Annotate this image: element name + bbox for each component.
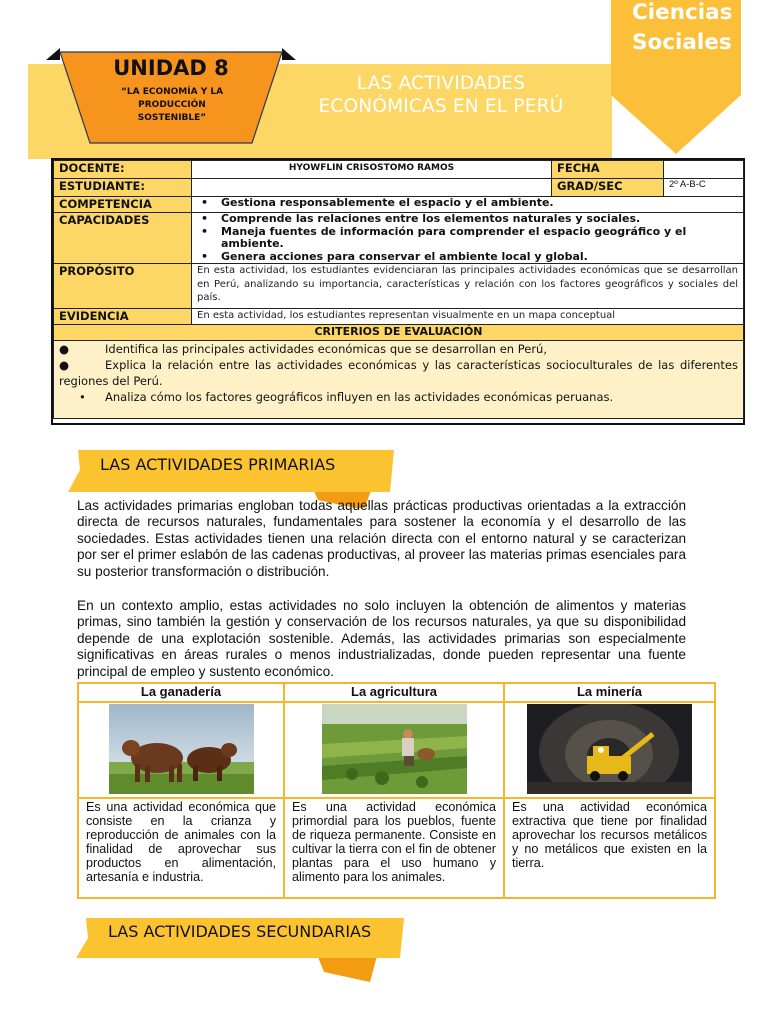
competencia-label: COMPETENCIA <box>54 197 192 213</box>
section-title-secondary: LAS ACTIVIDADES SECUNDARIAS <box>108 922 372 941</box>
activity-description: Es una actividad económica extractiva que tiene por finalidad aprovechar los recursos metálicos y no metálicos que existen en la tierra. <box>504 798 715 898</box>
mining-photo-icon <box>527 704 692 794</box>
activity-title: La ganadería <box>78 683 284 702</box>
evidencia-label: EVIDENCIA <box>54 309 192 325</box>
activity-description: Es una actividad económica que consiste en la crianza y reproducción de animales con la finalidad de aprovechar sus productos en alimentación, artesanía e industria. <box>78 798 284 898</box>
subject-tag <box>611 0 741 155</box>
bullet-icon: ● <box>59 358 70 372</box>
activity-title: La minería <box>504 683 715 702</box>
activities-table <box>77 682 716 899</box>
proposito-text: En esta actividad, los estudiantes evidenciaran las principales actividades económicas que se desarrollan en Perú, analizando su importancia, características y relación con los factores geográficos y sociales del país. <box>192 264 744 309</box>
docente-value: HYOWFLIN CRISOSTOMO RAMOS <box>192 161 552 179</box>
paragraph-2: En un contexto amplio, estas actividades no solo incluyen la obtención de alimentos y materias primas, sino también la gestión y conservación de los recursos naturales, ya que su disponibilidad depende de una explotación sostenible. Además, las actividades primarias son especialmente significativas en áreas rurales o menos industrializadas, donde pueden representar una fuente principal de empleo y sustento económico. <box>77 598 686 679</box>
capacidades-label: CAPACIDADES <box>54 213 192 264</box>
capacidad-item: • Comprende las relaciones entre los elementos naturales y sociales. <box>199 213 738 226</box>
farmer-photo-icon <box>322 704 467 794</box>
activity-description: Es una actividad económica primordial para los pueblos, fuente de riqueza permanente. Consiste en cultivar la tierra con el fin de obtener plantas para el uso humano y alimento para los animales. <box>284 798 504 898</box>
competencia-list <box>192 197 744 213</box>
activity-title: La agricultura <box>284 683 504 702</box>
criterios-list <box>54 341 744 419</box>
competencia-item: • Gestiona responsablemente el espacio y el ambiente. <box>199 197 738 210</box>
capacidad-item: • Genera acciones para conservar el ambiente local y global. <box>199 251 738 264</box>
evidencia-text: En esta actividad, los estudiantes representan visualmente en un mapa conceptual <box>192 309 744 325</box>
subject-label: Ciencias Sociales <box>632 0 733 55</box>
section-title-primary: LAS ACTIVIDADES PRIMARIAS <box>100 455 336 474</box>
info-table <box>51 158 745 425</box>
page-title: LAS ACTIVIDADES ECONÓMICAS EN EL PERÚ <box>318 73 564 117</box>
fecha-value[interactable] <box>664 161 744 179</box>
grado-label: GRAD/SEC <box>552 179 664 197</box>
unit-badge <box>46 48 296 144</box>
capacidad-item: • Maneja fuentes de información para comprender el espacio geográfico y el ambiente. <box>199 226 738 251</box>
proposito-label: PROPÓSITO <box>54 264 192 309</box>
section-banner-secondary <box>76 916 416 976</box>
criterio-item: ● Identifica las principales actividades económicas que se desarrollan en Perú, <box>59 342 547 356</box>
criterio-item: ● Explica la relación entre las actividades económicas y las características socioculturales de las diferentes regiones del Perú. <box>59 358 738 388</box>
estudiante-value[interactable] <box>192 179 552 197</box>
ganaderia-image <box>78 702 284 798</box>
agricultura-image <box>284 702 504 798</box>
paragraph-1: Las actividades primarias engloban todas aquellas prácticas productivas orientadas a la extracción directa de recursos naturales, fundamentales para sostener la economía y el desarrollo de las sociedades. Estas actividades tienen una relación directa con el entorno natural y se caracterizan por ser el primer eslabón de las cadenas productivas, al proveer las materias primas esenciales para su posterior transformación o distribución. <box>77 498 686 579</box>
cattle-photo-icon <box>109 704 254 794</box>
capacidades-list <box>192 213 744 264</box>
docente-label: DOCENTE: <box>54 161 192 179</box>
mineria-image <box>504 702 715 798</box>
grado-value: 2º A-B-C <box>664 179 744 197</box>
fecha-label: FECHA <box>552 161 664 179</box>
unit-subtitle: “LA ECONOMÍA Y LA PRODUCCIÓN SOSTENIBLE” <box>120 87 224 123</box>
bullet-icon: ● <box>59 342 70 356</box>
bullet-icon: • <box>79 390 86 404</box>
criterios-heading: CRITERIOS DE EVALUACIÓN <box>54 325 744 341</box>
criterio-item: • Analiza cómo los factores geográficos influyen en las actividades económicas peruanas. <box>79 390 614 404</box>
estudiante-label: ESTUDIANTE: <box>54 179 192 197</box>
unit-title: UNIDAD 8 <box>113 56 229 80</box>
